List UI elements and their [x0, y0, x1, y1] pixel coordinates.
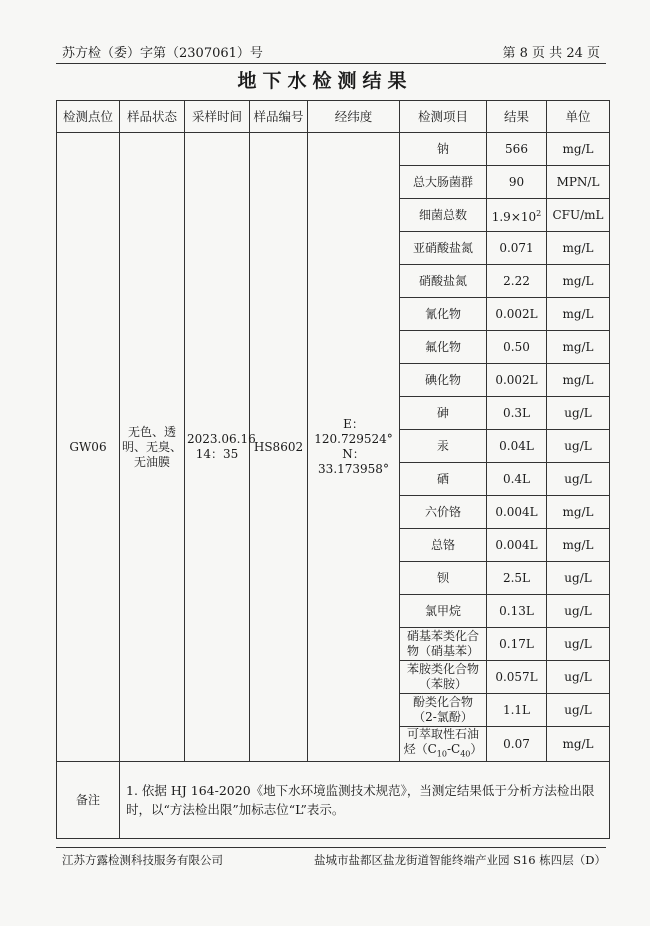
- test-item: 氟化物: [400, 331, 487, 364]
- test-unit: mg/L: [547, 496, 610, 529]
- test-unit: mg/L: [547, 232, 610, 265]
- test-unit: ug/L: [547, 661, 610, 694]
- test-result: 1.1L: [487, 694, 547, 727]
- test-unit: mg/L: [547, 529, 610, 562]
- test-item: 氯甲烷: [400, 595, 487, 628]
- note-label: 备注: [57, 762, 120, 839]
- test-item: 细菌总数: [400, 199, 487, 232]
- test-item-line2: （2-氯酚）: [413, 710, 473, 724]
- footer-divider: [56, 847, 606, 848]
- test-result: 0.50: [487, 331, 547, 364]
- test-result: 0.07: [487, 727, 547, 762]
- test-item: 硝酸盐氮: [400, 265, 487, 298]
- test-result: 2.5L: [487, 562, 547, 595]
- col-header-state: 样品状态: [120, 101, 185, 133]
- report-number: 苏方检（委）字第（2307061）号: [62, 46, 263, 61]
- test-unit: ug/L: [547, 562, 610, 595]
- item-sub-a: 10: [436, 749, 447, 759]
- test-unit: ug/L: [547, 628, 610, 661]
- sample-state-line1: 无色、透: [127, 424, 176, 439]
- test-result: 0.002L: [487, 298, 547, 331]
- test-item-line1: 苯胺类化合物: [406, 662, 479, 676]
- test-result: 0.13L: [487, 595, 547, 628]
- page-info: 第 8 页 共 24 页: [502, 46, 600, 61]
- test-result: 0.004L: [487, 496, 547, 529]
- test-item: 六价铬: [400, 496, 487, 529]
- test-item: [400, 694, 487, 727]
- sample-state-line3: 无油膜: [133, 454, 170, 469]
- col-header-code: 样品编号: [250, 101, 308, 133]
- test-item-line2: （苯胺）: [418, 677, 467, 691]
- sample-state: [120, 133, 185, 762]
- test-item: [400, 661, 487, 694]
- longitude: E：120.729524°: [314, 417, 393, 447]
- col-header-coords: 经纬度: [308, 101, 400, 133]
- test-item: 钠: [400, 133, 487, 166]
- results-table: [56, 100, 610, 839]
- test-unit: CFU/mL: [547, 199, 610, 232]
- test-item-line1: 硝基苯类化合: [406, 629, 479, 643]
- test-result: 0.4L: [487, 463, 547, 496]
- test-item: [400, 628, 487, 661]
- page-title: 地下水检测结果: [237, 70, 413, 92]
- test-item-line1: 酚类化合物: [412, 695, 473, 709]
- sample-code: HS8602: [250, 133, 308, 762]
- col-header-result: 结果: [487, 101, 547, 133]
- sample-point: GW06: [57, 133, 120, 762]
- test-unit: mg/L: [547, 331, 610, 364]
- company-address: 盐城市盐都区盐龙街道智能终端产业园 S16 栋四层（D）: [313, 853, 606, 867]
- test-item: 总铬: [400, 529, 487, 562]
- test-unit: mg/L: [547, 364, 610, 397]
- test-unit: mg/L: [547, 727, 610, 762]
- test-unit: MPN/L: [547, 166, 610, 199]
- test-result: [487, 199, 547, 232]
- sampling-clock: 14：35: [195, 447, 239, 462]
- note-text: 1. 依据 HJ 164-2020《地下水环境监测技术规范》，当测定结果低于分析方法检出限时，以“方法检出限”加标志位“L”表示。: [120, 762, 610, 839]
- company-name: 江苏方露检测科技服务有限公司: [62, 853, 223, 867]
- result-mantissa: 1.9×10: [491, 209, 537, 224]
- table-header-row: [57, 101, 610, 133]
- test-item: 氰化物: [400, 298, 487, 331]
- test-unit: ug/L: [547, 595, 610, 628]
- col-header-time: 采样时间: [185, 101, 250, 133]
- test-unit: ug/L: [547, 694, 610, 727]
- col-header-unit: 单位: [547, 101, 610, 133]
- col-header-item: 检测项目: [400, 101, 487, 133]
- col-header-point: 检测点位: [57, 101, 120, 133]
- header-divider: [56, 63, 606, 64]
- test-unit: mg/L: [547, 133, 610, 166]
- test-result: 2.22: [487, 265, 547, 298]
- test-result: 0.04L: [487, 430, 547, 463]
- result-exponent: 2: [536, 208, 542, 218]
- note-row: [57, 762, 610, 839]
- test-item: 碘化物: [400, 364, 487, 397]
- test-result: 0.004L: [487, 529, 547, 562]
- item-text-a: 烃（C: [403, 742, 437, 756]
- test-item: 总大肠菌群: [400, 166, 487, 199]
- test-item-line1: 可萃取性石油: [406, 727, 479, 741]
- test-item: 钡: [400, 562, 487, 595]
- sample-state-line2: 明、无臭、: [122, 439, 183, 454]
- test-unit: ug/L: [547, 397, 610, 430]
- table-row: [57, 133, 610, 166]
- test-item: 硒: [400, 463, 487, 496]
- test-item: 亚硝酸盐氮: [400, 232, 487, 265]
- test-unit: mg/L: [547, 298, 610, 331]
- test-unit: ug/L: [547, 463, 610, 496]
- coordinates: [308, 133, 400, 762]
- test-result: 0.071: [487, 232, 547, 265]
- test-item: 砷: [400, 397, 487, 430]
- item-text-b: -C: [446, 742, 461, 756]
- item-text-c: ）: [470, 742, 483, 756]
- sampling-date: 2023.06.16: [187, 432, 256, 447]
- test-result: 0.17L: [487, 628, 547, 661]
- test-unit: mg/L: [547, 265, 610, 298]
- test-result: 90: [487, 166, 547, 199]
- test-result: 0.3L: [487, 397, 547, 430]
- test-item-line2: 物（硝基苯）: [406, 644, 479, 658]
- sampling-time: [185, 133, 256, 762]
- test-item: [400, 727, 487, 762]
- test-result: 0.002L: [487, 364, 547, 397]
- test-item-line2: [402, 742, 484, 761]
- test-result: 566: [487, 133, 547, 166]
- test-result: 0.057L: [487, 661, 547, 694]
- test-unit: ug/L: [547, 430, 610, 463]
- item-sub-b: 40: [460, 749, 471, 759]
- latitude: N：33.173958°: [318, 447, 389, 477]
- test-item: 汞: [400, 430, 487, 463]
